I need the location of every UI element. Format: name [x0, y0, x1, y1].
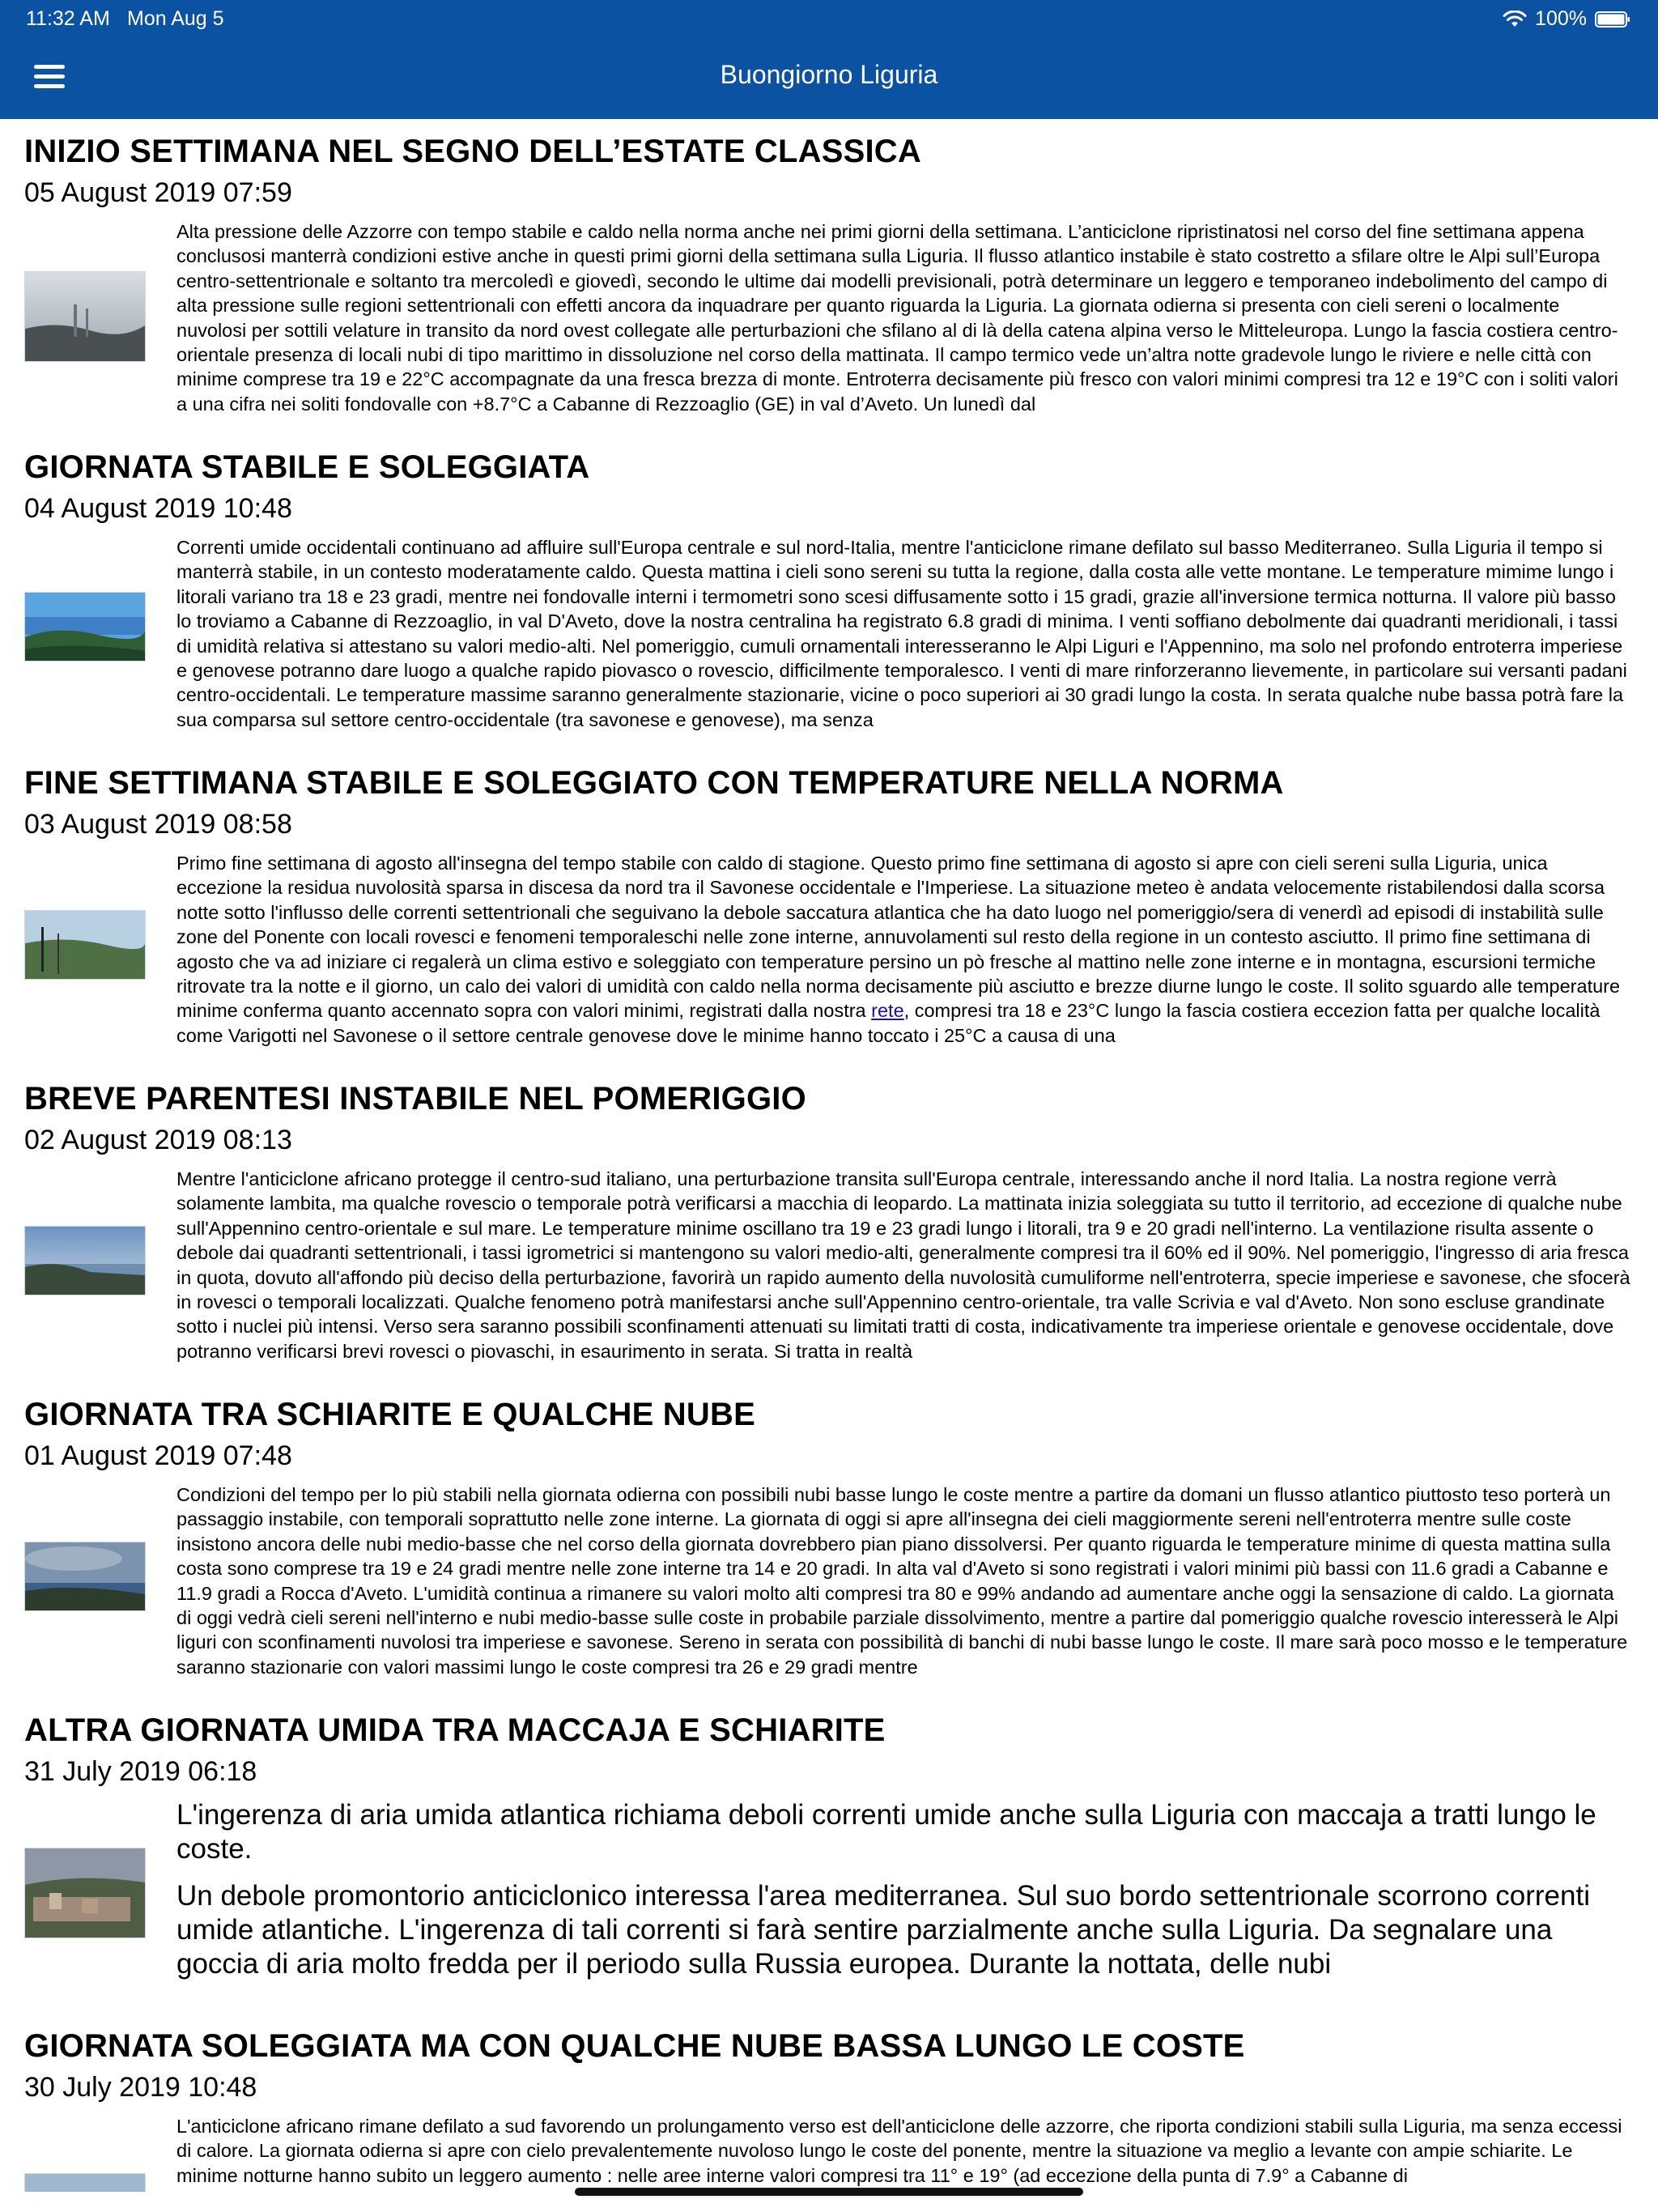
article-title[interactable]: GIORNATA TRA SCHIARITE E QUALCHE NUBE	[24, 1397, 755, 1432]
article-title[interactable]: GIORNATA STABILE E SOLEGGIATA	[24, 449, 590, 485]
article-excerpt	[176, 1482, 1634, 1685]
navigation-bar	[0, 0, 1658, 119]
article-title[interactable]: GIORNATA SOLEGGIATA MA CON QUALCHE NUBE BASSA LUNGO LE COSTE	[24, 2028, 1245, 2064]
article-thumbnail[interactable]	[24, 271, 146, 362]
article-date: 30 July 2019 10:48	[24, 2072, 257, 2103]
status-time: 11:32 AM	[26, 7, 110, 30]
article-item[interactable]	[0, 435, 1658, 751]
article-thumbnail[interactable]	[24, 592, 146, 661]
article-date: 01 August 2019 07:48	[24, 1440, 292, 1471]
article-thumbnail[interactable]	[24, 910, 146, 980]
article-feed[interactable]	[0, 119, 1658, 2192]
article-item[interactable]	[0, 1698, 1658, 2014]
article-paragraph	[176, 851, 1634, 1048]
article-item[interactable]	[0, 2014, 1658, 2192]
article-paragraph: L'anticiclone africano rimane defilato a sud favorendo un prolungamento verso est dell'anticiclone delle azzorre, che riporta condizioni stabili sulla Liguria, ma senza eccessi di calore. La giornata odierna si apre con cielo prevalentemente nuvoloso lungo le coste del ponente, mentre la situazione va meglio a levante con ampie schiarite. Le minime notturne hanno subito un leggero aumento : nelle aree interne valori compresi tra 11° e 19° (ad eccezione della punta di 7.9° a Cabanne di	[176, 2116, 1622, 2186]
article-paragraph: Condizioni del tempo per lo più stabili nella giornata odierna con possibili nubi basse lungo le coste mentre a partire da domani un flusso atlantico piuttosto teso porterà un passaggio instabile, con temporali soprattutto nelle zone interne. La giornata di oggi si apre all'insegna dei cieli maggiormente sereni nell'entroterra mentre sulle coste insistono ancora delle nubi medio-basse che nel corso della giornata dovrebbero pian piano dissolversi. Per quanto riguarda le temperature minime di questa mattina sulla costa sono comprese tra 19 e 24 gradi mentre nelle zone interne tra 14 e 20 gradi. In alta val d'Aveto si sono registrati i valori minimi più bassi con 11.6 gradi a Cabanne e 11.9 gradi a Rocca d'Aveto. L'umidità continua a rimanere su valori molto alti compresi tra 80 e 99% andando ad aumentare anche oggi la sensazione di caldo. La giornata di oggi vedrà cieli sereni nell'interno e nubi medio-basse sulle coste in probabile parziale dissolvimento, mentre a partire dal pomeriggio qualche rovescio interesserà le Alpi liguri con sconfinamenti nuvolosi tra imperiese e savonese. Sereno in serata con possibilità di banchi di nubi basse lungo le coste. Il mare sarà poco mosso e le temperature saranno stazionarie con valori massimi lungo le coste compresi tra 26 e 29 gradi mentre	[176, 1484, 1628, 1678]
article-title[interactable]: FINE SETTIMANA STABILE E SOLEGGIATO CON TEMPERATURE NELLA NORMA	[24, 765, 1284, 801]
article-excerpt	[176, 851, 1634, 1053]
article-paragraph: Un debole promontorio anticiclonico interessa l'area mediterranea. Sul suo bordo settentrionale scorrono correnti umide atlantiche. L'ingerenza di tali correnti si farà sentire parzialmente anche sulla Liguria. Da segnalare una goccia di aria molto fredda per il periodo sulla Russia europea. Durante la nottata, delle nubi	[176, 1880, 1590, 1980]
article-thumbnail[interactable]	[24, 1226, 146, 1295]
article-title[interactable]: BREVE PARENTESI INSTABILE NEL POMERIGGIO	[24, 1081, 806, 1117]
article-date: 31 July 2019 06:18	[24, 1756, 257, 1787]
article-title[interactable]: ALTRA GIORNATA UMIDA TRA MACCAJA E SCHIARITE	[24, 1712, 886, 1748]
wifi-icon	[1503, 11, 1527, 28]
article-paragraph: Alta pressione delle Azzorre con tempo stabile e caldo nella norma anche nei primi giorni della settimana. L’anticiclone ripristinatosi nel corso del fine settimana appena conclusosi manterrà condizioni estive anche in questi primi giorni della settimana sulla Liguria. Il flusso atlantico instabile è stato costretto a sfilare oltre le Alpi sull’Europa centro-settentrionale e soltanto tra mercoledì e giovedì, secondo le ultime dai modelli previsionali, potrà determinare un leggero e temporaneo indebolimento del campo di alta pressione sulle regioni settentrionali con effetti ancora da inquadrare per quanto riguarda la Liguria. La giornata odierna si presenta con cieli sereni o localmente nuvolosi per sottili velature in transito da nord ovest collegate alle perturbazioni che sfilano al di là della catena alpina verso le Mitteleuropa. Lungo la fascia costiera centro-orientale presenza di locali nubi di tipo marittimo in dissoluzione nel corso della mattinata. Il campo termico vede un’altra notte gradevole lungo le riviere e nelle città con minime comprese tra 19 e 22°C accompagnate da una fresca brezza di monte. Entroterra decisamente più fresco con valori minimi compresi tra 12 e 19°C con i soliti valori a una cifra nei soliti fondovalle con +8.7°C a Cabanne di Rezzoaglio (GE) in val d’Aveto. Un lunedì dal	[176, 221, 1618, 415]
article-date: 02 August 2019 08:13	[24, 1125, 292, 1155]
article-paragraph: L'ingerenza di aria umida atlantica richiama deboli correnti umide anche sulla Liguria con maccaja a tratti lungo le coste.	[176, 1799, 1596, 1865]
rete-link[interactable]: rete	[871, 1000, 904, 1022]
article-item[interactable]	[0, 119, 1658, 435]
battery-percent: 100%	[1535, 7, 1587, 30]
paragraph-text-after-link: , compresi tra 18 e 23°C lungo la fascia costiera eccezion fatta per qualche località come Varigotti nel Savonese o il settore centrale genovese dove le minime hanno toccato i 25°C a causa di una	[176, 1000, 1601, 1046]
article-item[interactable]	[0, 1382, 1658, 1698]
article-excerpt	[176, 2114, 1634, 2187]
article-item[interactable]	[0, 1066, 1658, 1382]
article-thumbnail[interactable]	[24, 1542, 146, 1611]
article-paragraph: Correnti umide occidentali continuano ad affluire sull'Europa centrale e sul nord-Italia, mentre l'anticiclone rimane defilato sul basso Mediterraneo. Sulla Liguria il tempo si manterrà stabile, in un contesto moderatamente caldo. Questa mattina i cieli sono sereni su tutta la regione, dalla costa alle vette montane. Le temperature mimime lungo i litorali variano tra 18 e 23 gradi, mentre nei fondovalle interni i termometri sono scesi diffusamente sotto i 15 gradi, grazie all'inversione termica notturna. Il valore più basso lo troviamo a Cabanne di Rezzoaglio, in val D'Aveto, dove la nostra centralina ha registrato 6.8 gradi di minima. I venti soffiano debolmente dai quadranti meridionali, i tassi di umidità relativa si attestano su valori medio-alti. Nel pomeriggio, cumuli ornamentali interesseranno le Alpi Liguri e l'Appennino, ma solo nel profondo entroterra imperiese e genovese potranno dare luogo a qualche rapido piovasco o rovescio, difficilmente temporalesco. I venti di mare rinforzeranno lievemente, in particolare sui versanti padani centro-occidentali. Le temperature massime saranno generalmente stazionarie, vicine o poco superiori ai 30 gradi lungo la costa. In serata qualche nube bassa potrà fare la sua comparsa sul settore centro-occidentale (tra savonese e genovese), ma senza	[176, 537, 1627, 730]
article-thumbnail[interactable]	[24, 2173, 146, 2192]
article-excerpt	[176, 535, 1634, 738]
status-date: Mon Aug 5	[127, 7, 224, 30]
article-excerpt	[176, 219, 1634, 422]
page-title: Buongiorno Liguria	[720, 60, 938, 89]
battery-icon	[1595, 11, 1630, 28]
article-date: 03 August 2019 08:58	[24, 809, 292, 840]
status-bar	[0, 0, 1658, 39]
status-right	[1503, 7, 1630, 31]
article-paragraph: Mentre l'anticiclone africano protegge il centro-sud italiano, una perturbazione transita sull'Europa centrale, interessando anche il nord Italia. La nostra regione verrà solamente lambita, ma qualche rovescio o temporale potrà verificarsi a macchia di leopardo. La mattinata inizia soleggiata su tutto il territorio, ad eccezione di qualche nube sull'Appennino centro-orientale e sul mare. Le temperature minime oscillano tra 19 e 23 gradi lungo i litorali, tra 9 e 20 gradi nell'interno. La ventilazione risulta assente o debole dai quadranti settentrionali, i tassi igrometrici si mantengono su valori medio-alti, generalmente compresi tra il 60% ed il 90%. Nel pomeriggio, l'ingresso di aria fresca in quota, dovuto all'affondo più deciso della perturbazione, favorirà un rapido aumento della nuvolosità cumuliforme nell'entroterra, specie imperiese e savonese, che sfocerà in rovesci o temporali localizzati. Qualche fenomeno potrà manifestarsi anche sull'Appennino centro-orientale, tra valle Scrivia e val d'Aveto. Non sono escluse grandinate sotto i nuclei più intensi. Verso sera saranno possibili sconfinamenti attenuati su limitati tratti di costa, indicativamente tra imperiese orientale e genovese occidentale, dove potranno verificarsi brevi rovesci o piovaschi, in esaurimento in serata. Si tratta in realtà	[176, 1168, 1630, 1362]
article-item[interactable]	[0, 751, 1658, 1066]
article-date: 04 August 2019 10:48	[24, 493, 292, 524]
paragraph-text-before-link: Primo fine settimana di agosto all'insegna del tempo stabile con caldo di stagione. Questo primo fine settimana di agosto si apre con cieli sereni sulla Liguria, unica eccezione la residua nuvolosità sparsa in discesa da nord tra il Savonese occidentale e l'Imperiese. La situazione meteo è andata velocemente ristabilendosi dalla scorsa notte sotto l'influsso delle correnti settentrionali che seguivano la debole saccatura atlantica che ha dato luogo nel pomeriggio/sera di venerdì ad episodi di instabilità sulle zone del Ponente con locali rovesci e fenomeni temporaleschi nelle zone interne, annuvolamenti sul resto della regione in un contesto asciutto. Il primo fine settimana di agosto che va ad iniziare ci regalerà un clima estivo e soleggiato con temperature persino un pò fresche al mattino nelle zone interne e in montagna, escursioni termiche ritrovate tra la notte e il giorno, un calo dei valori di umidità con caldo nella norma decisamente più asciutto e brezze diurne lungo le coste. Il solito sguardo alle temperature minime conferma quanto accennato sopra con valori minimi, registrati dalla nostra	[176, 853, 1621, 1022]
article-thumbnail[interactable]	[24, 1848, 146, 1938]
article-excerpt	[176, 1167, 1634, 1369]
article-title[interactable]: INIZIO SETTIMANA NEL SEGNO DELL’ESTATE CLASSICA	[24, 134, 921, 169]
home-indicator[interactable]	[575, 2188, 1083, 2196]
article-excerpt	[176, 1798, 1634, 2001]
article-date: 05 August 2019 07:59	[24, 177, 292, 208]
